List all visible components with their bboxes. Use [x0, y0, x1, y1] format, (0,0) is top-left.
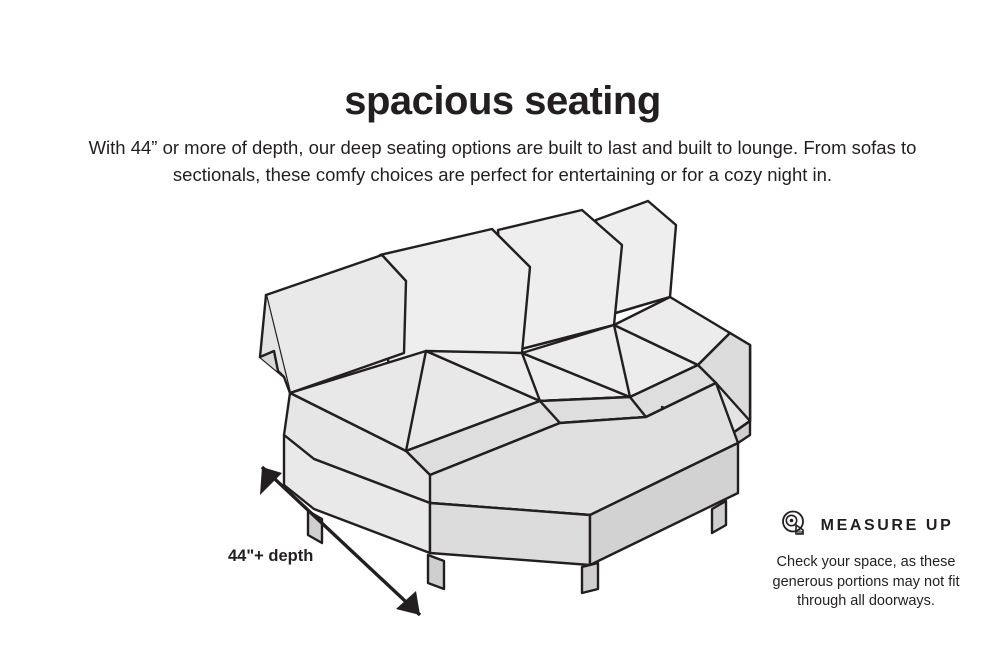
depth-dimension-label: 44"+ depth: [228, 547, 314, 565]
description-text: With 44” or more of depth, our deep seating options are built to last and built to lounge. From sofas to sectionals, these comfy choices are perfect for entertaining or for a cozy night in.: [88, 136, 917, 185]
page-title: spacious seating: [344, 78, 661, 123]
tape-measure-icon: [779, 508, 809, 543]
deep-seat-sofa-illustration: [230, 185, 790, 625]
measure-up-title: MEASURE UP: [820, 516, 954, 534]
measure-up-callout: [752, 508, 980, 612]
measure-up-note: Check your space, as these generous portions may not fit through all doorways.: [772, 554, 960, 610]
